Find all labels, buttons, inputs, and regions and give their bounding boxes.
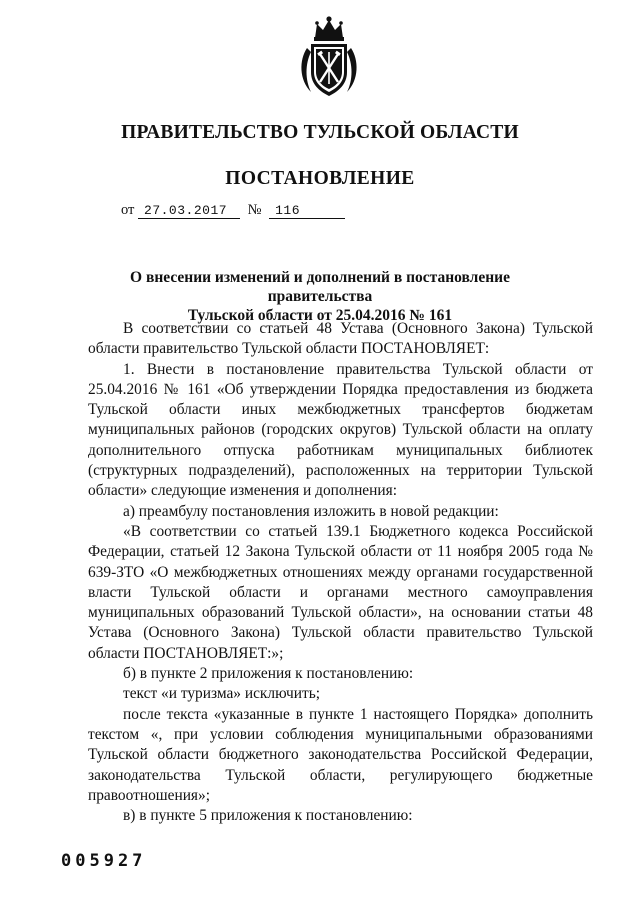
paragraph: а) преамбулу постановления изложить в новой редакции: — [123, 502, 499, 520]
paragraph: «В соответствии со статьей 139.1 Бюджетного кодекса Российской Федерации, статьей 12 Закона Тульской области от 11 ноября 2005 года № 639-ЗТО «О межбюджетных отношениях между органами государственной власти Тульской области и органами местного самоуправления муниципальных образований Тульской области», на основании статьи 48 Устава (Основного Закона) Тульской области правительство Тульской области ПОСТАНОВЛЯЕТ:»; — [88, 522, 593, 662]
document-number: 116 — [269, 203, 345, 219]
subject-line-1: О внесении изменений и дополнений в постановление правительства — [130, 269, 510, 305]
document-body — [88, 319, 593, 826]
document-type: ПОСТАНОВЛЕНИЕ — [225, 168, 415, 189]
document-subject — [86, 268, 554, 325]
document-date: 27.03.2017 — [138, 203, 240, 219]
paragraph: в) в пункте 5 приложения к постановлению: — [123, 807, 413, 825]
coat-of-arms-icon — [297, 14, 361, 100]
number-prefix: № — [247, 202, 262, 218]
paragraph: 1. Внести в постановление правительства Тульской области от 25.04.2016 № 161 «Об утверждении Порядка предоставления из бюджета Тульской области иных межбюджетных трансфертов бюджетам муниципальных районов (городских округов) Тульской области на оплату дополнительного отпуска работникам муниципальных библиотек (структурных подразделений), расположенных на территории Тульской области» следующие изменения и дополнения: — [88, 360, 593, 500]
date-prefix: от — [121, 202, 135, 218]
paragraph: после текста «указанные в пункте 1 настоящего Порядка» дополнить текстом «, при условии соблюдения муниципальными образованиями Тульской области бюджетного законодательства Российской Федерации, законодательства Тульской области, регулирующего бюджетные правоотношения»; — [88, 705, 593, 804]
serial-number: 005927 — [61, 851, 147, 871]
paragraph: В соответствии со статьей 48 Устава (Основного Закона) Тульской области правительство Тульской области ПОСТАНОВЛЯЕТ: — [88, 320, 593, 358]
paragraph: текст «и туризма» исключить; — [123, 685, 320, 703]
organization-title: ПРАВИТЕЛЬСТВО ТУЛЬСКОЙ ОБЛАСТИ — [121, 122, 519, 143]
date-number-line — [121, 202, 345, 219]
paragraph: б) в пункте 2 приложения к постановлению: — [123, 665, 414, 683]
subject-line-2: Тульской области от 25.04.2016 № 161 — [187, 307, 453, 324]
